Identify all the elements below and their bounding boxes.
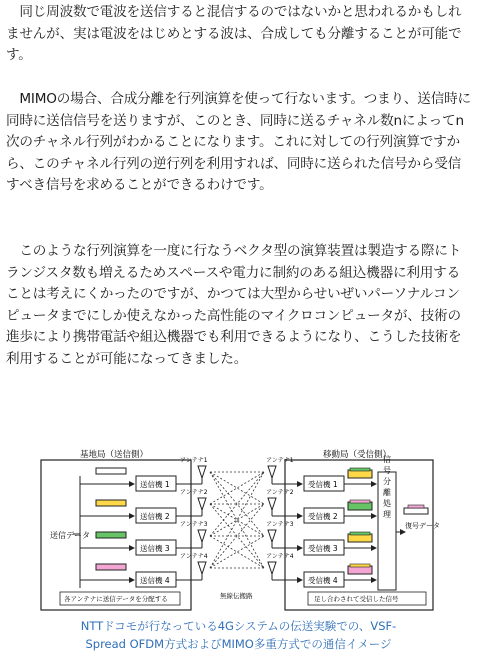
rx-antenna-1-label: アンテナ1: [266, 457, 294, 464]
tx-antennas: [180, 457, 208, 580]
rx-row-1: [272, 468, 376, 491]
tx-antenna-3-label: アンテナ3: [180, 521, 208, 528]
paragraph-3: このような行列演算を一度に行なうベクタ型の演算装置は製造する際にトランジスタ数も増えるためスペースや電力に制約のある組込機器に利用することは考えにくかったのですが、かつては大型からせいぜいパーソナルコンピュータまでにしか使えなかった高性能のマイクロコンピュータが、技術の進歩により携帯電話や組込機器でも利用できるようになり、こうした技術を利用することが可能になってきました。: [6, 243, 462, 367]
signal-separation-label: 信号分離処理: [382, 455, 392, 521]
figure-caption: [0, 617, 477, 653]
transmitter-2-label: 送信機 2: [140, 512, 170, 521]
receiver-4-label: 受信機 4: [308, 576, 338, 585]
mimo-diagram: [40, 448, 440, 618]
antenna-icon: [198, 562, 206, 574]
channel-label: 無線伝搬路: [220, 592, 253, 600]
paragraph-1: 同じ周波数で電波を送信すると混信するのではないかと思われるかもしれませんが、実は電波をはじめとする波は、合成しても分離することが可能です。: [6, 4, 462, 63]
tx-antenna-2-label: アンテナ2: [180, 489, 208, 496]
receiver-2-label: 受信機 2: [308, 512, 338, 521]
antenna-icon: [268, 466, 276, 478]
tx-antenna-1-label: アンテナ1: [180, 457, 208, 464]
antenna-icon: [268, 498, 276, 510]
tx-row-3: [80, 532, 202, 555]
antenna-icon: [198, 498, 206, 510]
antenna-icon: [268, 530, 276, 542]
antenna-icon: [198, 530, 206, 542]
tx-row-1: [80, 468, 202, 491]
base-station-label: 基地局（送信側）: [80, 450, 149, 460]
mobile-station-label: 移動局（受信側）: [323, 450, 392, 460]
transmitter-4-label: 送信機 4: [140, 576, 170, 585]
radio-channel-paths: [210, 472, 264, 568]
rx-antenna-3-label: アンテナ3: [266, 521, 294, 528]
rx-antennas: [266, 457, 294, 580]
receiver-1-label: 受信機 1: [308, 480, 338, 489]
caption-line-1: NTTドコモが行なっている4Gシステムの伝送実験での、VSF-: [80, 619, 397, 633]
antenna-icon: [268, 562, 276, 574]
rx-data-label: 復号データ: [405, 522, 440, 530]
caption-line-2: Spread OFDM方式およびMIMO多重方式での通信イメージ: [85, 637, 392, 651]
rx-note: 足し合わされて受信した信号: [314, 595, 399, 603]
tx-row-4: [80, 564, 202, 587]
rx-antenna-4-label: アンテナ4: [266, 553, 294, 560]
paragraph-2: MIMOの場合、合成分離を行列演算を使って行ないます。つまり、送信時に同時に送信信号を送りますが、このとき、同時に送るチャネル数nによってn次のチャネル行列がわかることになります。これに対しての行列演算ですから、このチャネル行列の逆行列を利用すれば、同時に送られた信号から受信すべき信号を求めることができるわけです。: [6, 91, 471, 193]
antenna-icon: [198, 466, 206, 478]
transmitter-1-label: 送信機 1: [140, 480, 170, 489]
receiver-3-label: 受信機 3: [308, 544, 338, 553]
transmitter-3-label: 送信機 3: [140, 544, 170, 553]
rx-antenna-2-label: アンテナ2: [266, 489, 294, 496]
tx-row-2: [80, 500, 202, 523]
rx-row-2: [272, 500, 376, 523]
tx-note: 各アンテナに送信データを分配する: [64, 595, 168, 603]
rx-row-3: [272, 532, 376, 555]
rx-row-4: [272, 564, 376, 587]
tx-antenna-4-label: アンテナ4: [180, 553, 208, 560]
tx-data-label: 送信データ: [50, 531, 90, 540]
